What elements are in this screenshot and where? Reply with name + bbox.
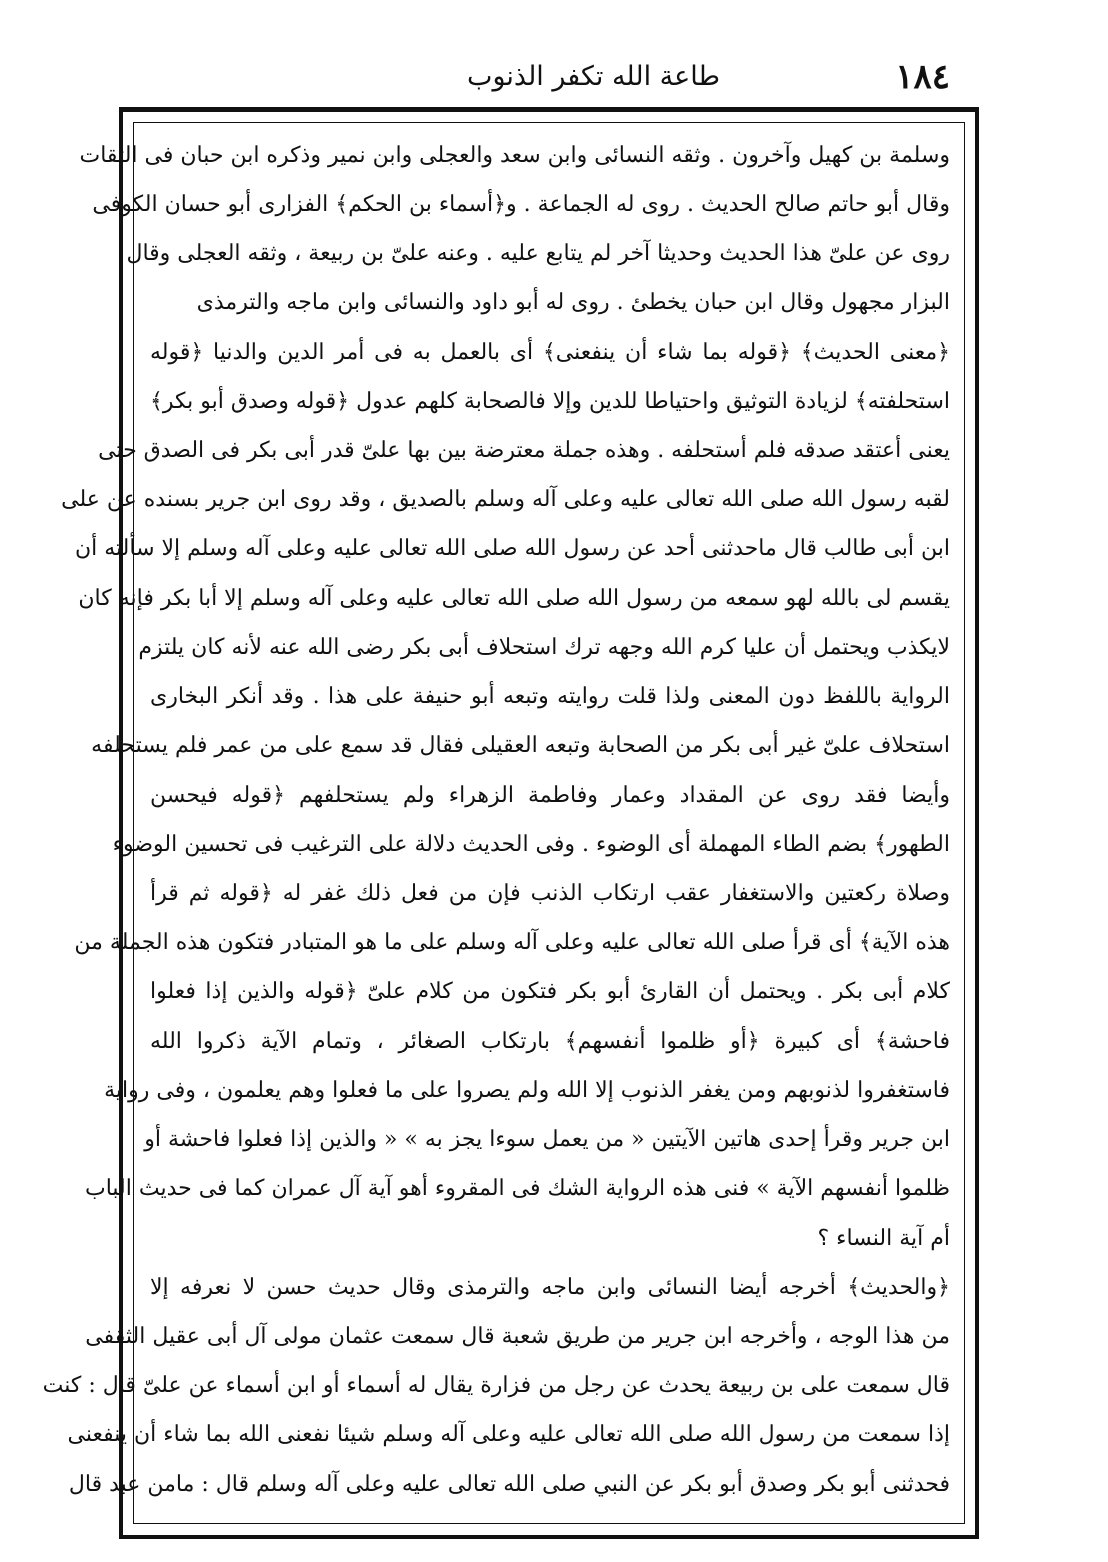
text-line: وسلمة بن كهيل وآخرون . وثقه النسائى وابن سعد والعجلى وابن نمير وذكره ابن حبان فى الثقات [79, 143, 950, 168]
running-title: طاعة الله تكفر الذنوب [467, 61, 720, 92]
text-body [42, 135, 950, 1520]
text-line: يقسم لى بالله لهو سمعه من رسول الله صلى الله تعالى عليه وعلى آله وسلم إلا أبا بكر فإنه كان [78, 586, 950, 611]
text-line: هذه الآية﴾ أى قرأ صلى الله تعالى عليه وعلى آله وسلم على ما هو المتبادر فتكون هذه الجملة من [74, 930, 950, 955]
text-line: فاستغفروا لذنوبهم ومن يغفر الذنوب إلا الله ولم يصروا على ما فعلوا وهم يعلمون ، وفى رواية [104, 1078, 950, 1103]
text-line: ابن أبى طالب قال ماحدثنى أحد عن رسول الله صلى الله تعالى عليه وعلى آله وسلم إلا سألته أن [74, 536, 950, 561]
text-line: فاحشة﴾ أى كبيرة ﴿أو ظلموا أنفسهم﴾ بارتكاب الصغائر ، وتمام الآية ذكروا الله [150, 1029, 950, 1054]
text-line: وصلاة ركعتين والاستغفار عقب ارتكاب الذنب فإن من فعل ذلك غفر له ﴿قوله ثم قرأ [150, 881, 950, 906]
text-line: ﴿والحديث﴾ أخرجه أيضا النسائى وابن ماجه والترمذى وقال حديث حسن لا نعرفه إلا [150, 1275, 950, 1300]
text-line: لايكذب ويحتمل أن عليا كرم الله وجهه ترك استحلاف أبى بكر رضى الله عنه لأنه كان يلتزم [138, 635, 950, 660]
text-line: فحدثنى أبو بكر وصدق أبو بكر عن النبي صلى الله تعالى عليه وعلى آله وسلم قال : مامن عبد قال [68, 1472, 950, 1497]
text-line: ظلموا أنفسهم الآية » فنى هذه الرواية الشك فى المقروء أهو آية آل عمران كما فى حديث الباب [84, 1176, 950, 1201]
text-line: وأيضا فقد روى عن المقداد وعمار وفاطمة الزهراء ولم يستحلفهم ﴿قوله فيحسن [150, 783, 950, 808]
text-line: استحلاف علىّ غير أبى بكر من الصحابة وتبعه العقيلى فقال قد سمع على من عمر فلم يستحلفه [91, 733, 950, 758]
top-rule [119, 111, 979, 112]
text-line: البزار مجهول وقال ابن حبان يخطئ . روى له أبو داود والنسائى وابن ماجه والترمذى [196, 290, 950, 315]
text-line: روى عن علىّ هذا الحديث وحديثا آخر لم يتابع عليه . وعنه علىّ بن ربيعة ، وثقه العجلى وقال [126, 241, 950, 266]
text-line: الرواية باللفظ دون المعنى ولذا قلت روايته وتبعه أبو حنيفة على هذا . وقد أنكر البخارى [150, 684, 950, 709]
text-line: وقال أبو حاتم صالح الحديث . روى له الجماعة . و﴿أسماء بن الحكم﴾ الفزارى أبو حسان الكوفى [92, 192, 950, 217]
text-line: إذا سمعت من رسول الله صلى الله تعالى عليه وعلى آله وسلم شيئا نفعنى الله بما شاء أن ينفعنى [67, 1422, 950, 1447]
text-line: لقبه رسول الله صلى الله تعالى عليه وعلى آله وسلم بالصديق ، وقد روى ابن جرير بسنده عن على [61, 487, 950, 512]
text-line: كلام أبى بكر . ويحتمل أن القارئ أبو بكر فتكون من كلام علىّ ﴿قوله والذين إذا فعلوا [150, 979, 950, 1004]
text-line: الطهور﴾ بضم الطاء المهملة أى الوضوء . وفى الحديث دلالة على الترغيب فى تحسين الوضوء [112, 832, 950, 857]
text-line: من هذا الوجه ، وأخرجه ابن جرير من طريق شعبة قال سمعت عثمان مولى آل أبى عقيل الثقفى [85, 1324, 950, 1349]
text-line: ﴿معنى الحديث﴾ ﴿قوله بما شاء أن ينفعنى﴾ أى بالعمل به فى أمر الدين والدنيا ﴿قوله [150, 340, 950, 365]
text-line: يعنى أعتقد صدقه فلم أستحلفه . وهذه جملة معترضة بين بها علىّ قدر أبى بكر فى الصدق حتى [98, 438, 950, 463]
text-line: استحلفته﴾ لزيادة التوثيق واحتياطا للدين وإلا فالصحابة كلهم عدول ﴿قوله وصدق أبو بكر﴾ [150, 389, 950, 414]
page-header [150, 55, 950, 105]
text-line: قال سمعت على بن ربيعة يحدث عن رجل من فزارة يقال له أسماء أو ابن أسماء عن علىّ قال : كنت [42, 1373, 950, 1398]
text-line: ابن جرير وقرأ إحدى هاتين الآيتين « من يعمل سوءا يجز به » « والذين إذا فعلوا فاحشة أو [144, 1127, 950, 1152]
page-number: ١٨٤ [895, 57, 950, 97]
text-line: أم آية النساء ؟ [817, 1226, 950, 1251]
